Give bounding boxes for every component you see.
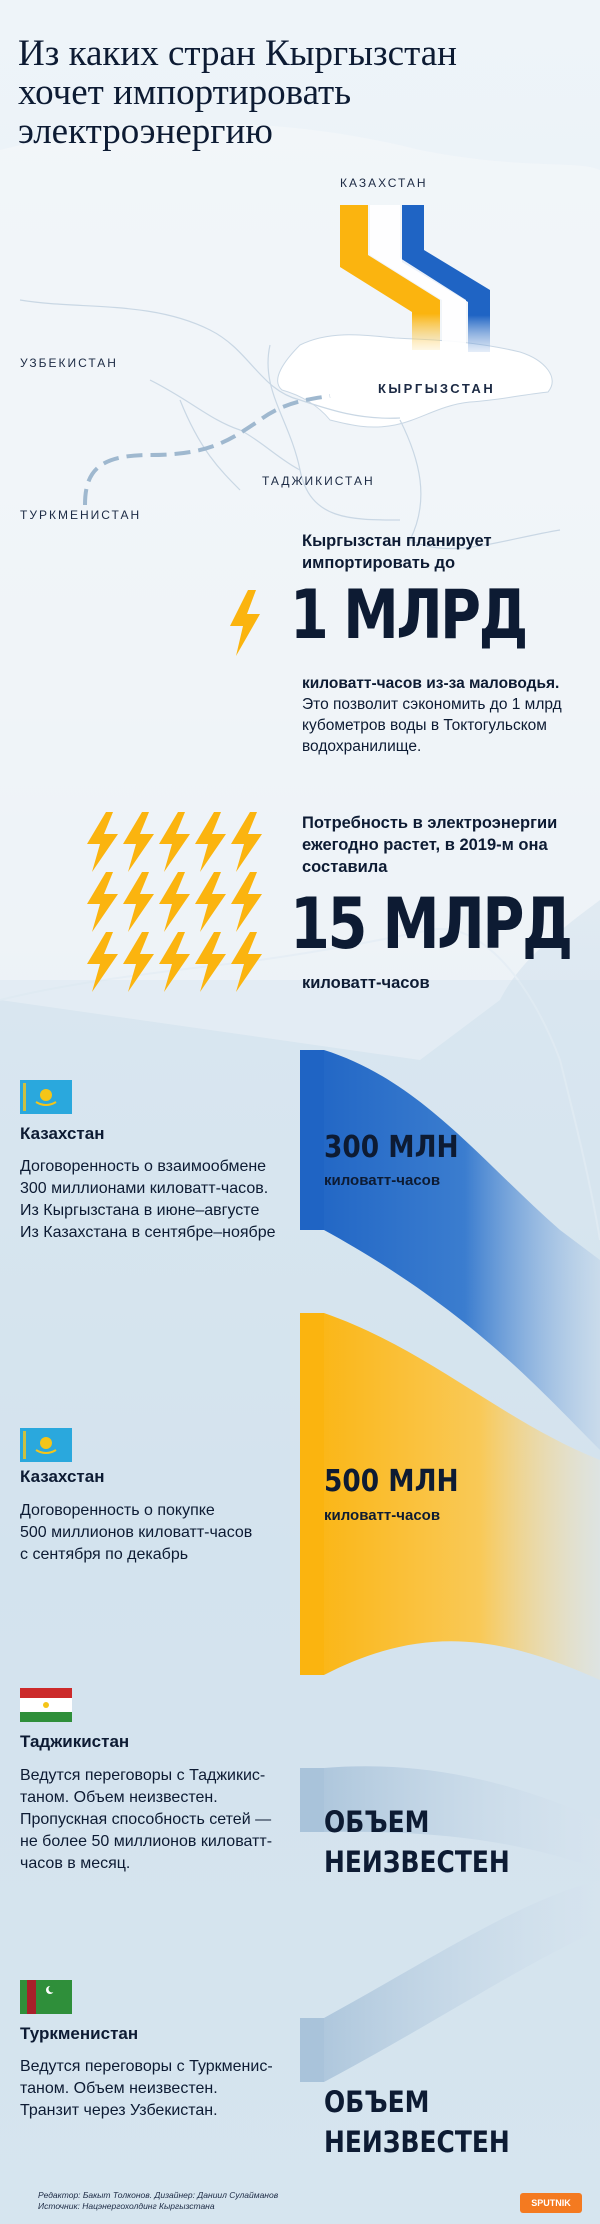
map-label-kyrgyzstan: КЫРГЫЗСТАН — [378, 381, 496, 396]
lightning-icon — [123, 872, 154, 932]
lightning-icon — [228, 590, 262, 656]
country-name-tajikistan: Таджикистан — [20, 1732, 130, 1751]
lightning-icon — [195, 872, 226, 932]
volume-unit-500: киловатт-часов — [324, 1507, 441, 1524]
lightning-icon — [195, 812, 226, 872]
lightning-icon — [159, 872, 190, 932]
lightning-icon-grid — [84, 812, 274, 997]
volume-500: 500 МЛН — [324, 1464, 459, 1499]
country-desc-kazakhstan-2: Договоренность о покупке 500 миллионов киловатт-часов с сентября по декабрь — [20, 1502, 253, 1563]
page-title: Из каких стран Кыргызстан хочет импортировать электроэнергию — [18, 33, 457, 152]
map-label-uzbekistan: УЗБЕКИСТАН — [20, 356, 118, 370]
stat1-number: 1 МЛРД — [290, 576, 526, 655]
country-desc-kazakhstan-1: Договоренность о взаимообмене 300 миллионами киловатт-часов. Из Кыргызстана в июне–августе Из Казахстана в сентябре–ноябре — [20, 1158, 276, 1241]
lightning-icon — [231, 812, 262, 872]
stat2-number: 15 МЛРД — [290, 883, 571, 965]
volume-unknown-tajikistan: ОБЪЕМ НЕИЗВЕСТЕН — [324, 1805, 510, 1879]
tajikistan-flag-icon — [20, 1688, 72, 1722]
country-name-kazakhstan-1: Казахстан — [20, 1124, 105, 1143]
turkmenistan-flag-icon — [20, 1980, 72, 2014]
credits: Редактор: Бакыт Толконов. Дизайнер: Даниил Сулайманов Источник: Нацэнергохолдинг Кыргызстана — [38, 2190, 279, 2211]
stat2-unit: киловатт-часов — [302, 974, 430, 992]
volume-unknown-turkmenistan: ОБЪЕМ НЕИЗВЕСТЕН — [324, 2085, 510, 2159]
lightning-icon — [87, 812, 118, 872]
lightning-icon — [123, 812, 154, 872]
lightning-icon — [159, 812, 190, 872]
stat1-description: киловатт-часов из-за маловодья. Это позволит сэкономить до 1 млрд кубометров воды в Токтогульском водохранилище. — [302, 675, 562, 755]
map-label-turkmenistan: ТУРКМЕНИСТАН — [20, 508, 142, 522]
lightning-icon — [231, 872, 262, 932]
lightning-icon — [231, 932, 262, 992]
country-name-kazakhstan-2: Казахстан — [20, 1467, 105, 1486]
country-desc-turkmenistan: Ведутся переговоры с Туркменис- таном. Объем неизвестен. Транзит через Узбекистан. — [20, 2058, 273, 2119]
volume-unit-300: киловатт-часов — [324, 1172, 441, 1189]
stat2-intro: Потребность в электроэнергии ежегодно растет, в 2019-м она составила — [302, 814, 558, 876]
volume-300: 300 МЛН — [324, 1130, 459, 1165]
kazakhstan-flag-icon — [20, 1428, 72, 1462]
lightning-icon — [159, 932, 190, 992]
lightning-icon — [87, 932, 118, 992]
map-label-kazakhstan: КАЗАХСТАН — [340, 176, 428, 190]
stat1-intro: Кыргызстан планирует импортировать до — [302, 532, 492, 572]
lightning-icon — [123, 932, 154, 992]
sputnik-logo: SPUTNIK — [520, 2193, 582, 2213]
lightning-icon — [87, 872, 118, 932]
lightning-icon — [195, 932, 226, 992]
map-label-tajikistan: ТАДЖИКИСТАН — [262, 474, 375, 488]
country-name-turkmenistan: Туркменистан — [20, 2024, 139, 2043]
country-desc-tajikistan: Ведутся переговоры с Таджикис- таном. Объем неизвестен. Пропускная способность сетей — не более 50 миллионов киловатт- часов в месяц. — [20, 1767, 273, 1872]
kazakhstan-flag-icon — [20, 1080, 72, 1114]
